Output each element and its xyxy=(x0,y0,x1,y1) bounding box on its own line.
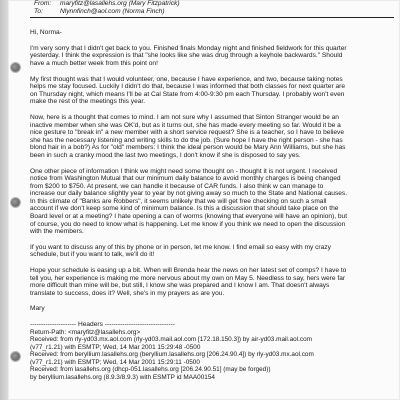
headers-separator: --------------------- Headers -------------------------------- xyxy=(30,321,175,328)
scan-edge-shadow xyxy=(0,0,8,400)
paragraph: My first thought was that I would volunteer, one, because I have experience, and two, because taking notes helps me stay focused. Luckily I didn't do that, because I was informed that both classes for next quarter are on Thursday night, which means I'll be at Cal State from 4:00-9:30 pm each Thursday. I probably won't even make the rest of the meetings this year. xyxy=(30,75,345,106)
email-header xyxy=(30,0,394,18)
raw-headers: Return-Path: <maryfitz@lasallehs.org> Received: from rly-yd03.mx.aol.com (rly-yd03.mail.aol.com [172.18.150.3]) by air-yd03.mail.aol.com (v77_r1.21) with ESMTP; Wed, 14 Mar 2001 15:29:48 -0500 Received: from beryllium.lasallehs.org (beryllium.lasallehs.org [206.24.90.4]) by rly-yd03.mx.aol.com (v77_r1.21) with ESMTP; Wed, 14 Mar 2001 15:29:11 -0500 Received: from lasallehs.org (dhcp-051.lasallehs.org [206.24.90.51] (may be forged)) by beryllium.lasallehs.org (8.9.3/8.9.3) with ESMTP id MAA00154 xyxy=(30,328,314,381)
from-value: maryfitz@lasallehs.org (Mary Fitzpatrick) xyxy=(60,0,180,7)
from-label: From: xyxy=(34,0,52,7)
signature: Mary xyxy=(30,305,45,313)
to-value: Nlynnfinch@aol.com (Norma Finch) xyxy=(60,7,165,15)
from-line xyxy=(34,0,394,8)
paragraph: One other piece of information I think we might need some thought on - thought it is not urgent. I received notice from Washington Mutual that our minimum daily balance to avoid monthly charges is being changed from $200 to $750. At present, we can handle it because of CAR funds. I also think w can manage to increase our daily balance slightly year to year by not giving away so much to the State and National causes. In this climate of "Banks are Robbers", it seems unlikely that we will get free checking on such a small account if we don't keep some kind of minimum balance. Is this a discussion that should take place on the Board level or at a meeting? I hate opening a can of worms (knowing that everyone will have an opinion), but of course, you do need to know what is happening. Let me know if you think we need to open the discussion with the members. xyxy=(30,167,348,236)
to-label: To: xyxy=(34,7,43,15)
punch-hole xyxy=(11,63,20,72)
greeting: Hi, Norma- xyxy=(30,29,62,37)
paragraph: If you want to discuss any of this by phone or in person, let me know. I find email so easy with my crazy schedule, but if you want to talk, we'll do it! xyxy=(30,243,331,259)
punch-hole xyxy=(11,198,20,207)
email-document xyxy=(30,0,394,381)
paragraph: I'm very sorry that I didn't get back to you. Finished finals Monday night and finished fieldwork for this quarter yesterday. I think the expression is that "she looks like she was drug through a keyhole backwards." Should have a much better week from this point on! xyxy=(30,44,347,67)
to-line xyxy=(34,8,394,16)
scanned-page xyxy=(8,0,400,400)
punch-hole xyxy=(11,352,20,361)
paragraph: Now, here is a thought that comes to mind. I am not sure why I assumed that Sinton Stranger would be an inactive member when she was OK'd, but as it turns out, she has made every meeting so far. Would it be a nice gesture to "break in" a new member with a short service request? She is a teacher, so I have to believe she has the necessary listening and writing skills to do the job. (Sure hope I have the right person - she has blond hair in a bob?) As for "old" members: I think the ideal person would be Mary Ann Williams, but she has been in such a cranky mood the last two meetings, I don't know if she is disposed to say yes. xyxy=(30,113,346,159)
paragraph: Hope your schedule is easing up a bit. When will Brenda hear the news on her latest set of comps? I have to tell you, her experience is making me more nervous about my own on May 5. Needless to say, hers were far more difficult than mine will be, but still, I know she was prepared and I know I am. That doesn't always translate to success, does it? Well, she's in my prayers as are you. xyxy=(30,267,347,297)
